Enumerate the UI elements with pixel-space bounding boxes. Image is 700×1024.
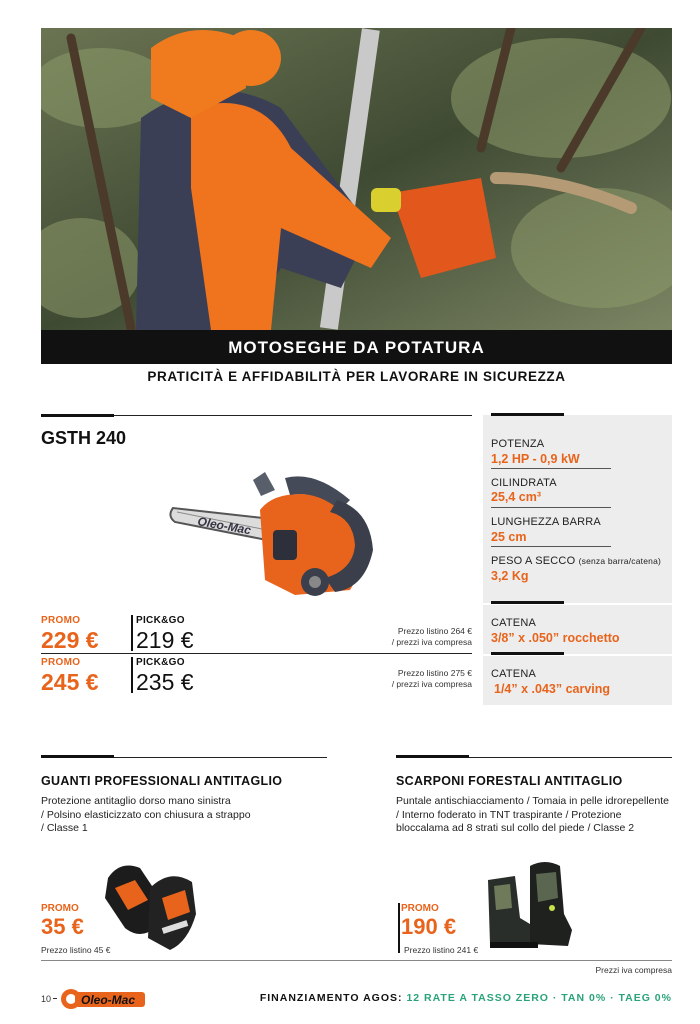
product-divider-accent	[41, 414, 114, 417]
footer-divider	[41, 960, 672, 961]
gloves-promo-label: PROMO	[41, 903, 79, 914]
brand-logo	[61, 988, 147, 1010]
chain-2-value: 1/4” x .043” carving	[494, 682, 611, 696]
boots-promo-price: 190 €	[401, 914, 457, 939]
spec-weight-label-text: PESO A SECCO	[491, 555, 576, 567]
chain-2-accent	[491, 652, 564, 655]
spec-bar-length-value: 25 cm	[491, 530, 527, 544]
product-model: GSTH 240	[41, 428, 127, 448]
gloves-divider-accent	[41, 755, 114, 758]
offer-2-pickgo-price: 235 €	[136, 669, 194, 695]
gloves-promo-price: 35 €	[41, 914, 84, 939]
spec-power-value: 1,2 HP - 0,9 kW	[491, 452, 580, 466]
boots-promo-bar	[398, 903, 400, 953]
offer-1-promo-label: PROMO	[41, 615, 81, 626]
spec-divider	[491, 468, 611, 469]
spec-divider	[491, 507, 611, 508]
brand-logo-text: Oleo-Mac	[81, 993, 136, 1007]
offer-2-promo-price: 245 €	[41, 669, 99, 695]
financing-label: FINANZIAMENTO AGOS:	[259, 992, 403, 1004]
offer-1-pickgo-bar	[131, 615, 133, 651]
chain-box-1	[483, 605, 672, 654]
gloves-image	[100, 858, 200, 952]
gloves-desc-line: / Classe 1	[41, 822, 88, 834]
offer-2-listino-line2: / prezzi iva compresa	[391, 679, 472, 689]
boots-desc-line: Puntale antischiacciamento / Tomaia in pelle idrorepellente	[396, 795, 669, 807]
section-subtitle: PRATICITÀ E AFFIDABILITÀ PER LAVORARE IN SICUREZZA	[147, 369, 566, 384]
chain-1-value: 3/8” x .050” rocchetto	[491, 631, 620, 645]
chain-2-label: CATENA	[491, 668, 537, 680]
offer-2-listino-line1: Prezzo listino 275 €	[397, 668, 472, 678]
chain-box-2	[483, 656, 672, 705]
offer-2-pickgo-bar	[131, 657, 133, 693]
offer-1-pickgo-label: PICK&GO	[136, 615, 185, 626]
section-title-banner: MOTOSEGHE DA POTATURA	[41, 330, 672, 364]
boots-desc-line: / Interno foderato in TNT traspirante / Protezione	[396, 808, 622, 821]
financing-line	[260, 992, 672, 1004]
boots-image	[480, 858, 575, 950]
gloves-desc-line: Protezione antitaglio dorso mano sinistra	[41, 795, 231, 807]
specs-accent	[491, 413, 564, 416]
gloves-description	[41, 795, 251, 836]
page-number: 10	[41, 994, 52, 1004]
spec-bar-length-label: LUNGHEZZA BARRA	[491, 516, 601, 528]
hero-photo	[41, 28, 672, 330]
hero-illustration	[41, 28, 672, 330]
spec-weight-value: 3,2 Kg	[491, 569, 529, 583]
gloves-listino: Prezzo listino 45 €	[41, 945, 111, 955]
spec-power-label: POTENZA	[491, 438, 545, 450]
gloves-title: GUANTI PROFESSIONALI ANTITAGLIO	[41, 774, 283, 788]
chain-1-label: CATENA	[491, 617, 537, 629]
spec-displacement-label: CILINDRATA	[491, 477, 557, 489]
chainsaw-image	[165, 470, 377, 602]
offer-2-listino	[392, 668, 472, 690]
page-number-dot	[53, 998, 57, 999]
spec-weight-label-note: (senza barra/catena)	[578, 556, 662, 566]
boots-desc-line: bloccalama ad 8 strati sul collo del piede / Classe 2	[396, 822, 635, 834]
iva-note: Prezzi iva compresa	[595, 965, 672, 975]
chain-1-accent	[491, 601, 564, 604]
spec-divider	[491, 546, 611, 547]
spec-displacement-value: 25,4 cm³	[491, 490, 542, 504]
boots-promo-label: PROMO	[401, 903, 439, 914]
offer-1-listino	[392, 626, 472, 648]
offer-1-pickgo-price: 219 €	[136, 627, 194, 653]
boots-divider-accent	[396, 755, 469, 758]
offer-1-listino-line2: / prezzi iva compresa	[391, 637, 472, 647]
offer-2-pickgo-label: PICK&GO	[136, 657, 185, 668]
offer-2-promo-label: PROMO	[41, 657, 81, 668]
bar-brand-text: Oleo-Mac	[196, 514, 253, 538]
offer-divider	[41, 653, 472, 654]
financing-offer: 12 RATE A TASSO ZERO · TAN 0% · TAEG 0%	[406, 992, 672, 1004]
boots-title: SCARPONI FORESTALI ANTITAGLIO	[396, 774, 623, 788]
spec-weight-label	[491, 555, 661, 567]
offer-1-promo-price: 229 €	[41, 627, 99, 653]
gloves-desc-line: / Polsino elasticizzato con chiusura a strappo	[41, 808, 251, 821]
offer-1-listino-line1: Prezzo listino 264 €	[397, 626, 472, 636]
boots-description	[396, 795, 669, 836]
boots-listino: Prezzo listino 241 €	[404, 945, 479, 955]
